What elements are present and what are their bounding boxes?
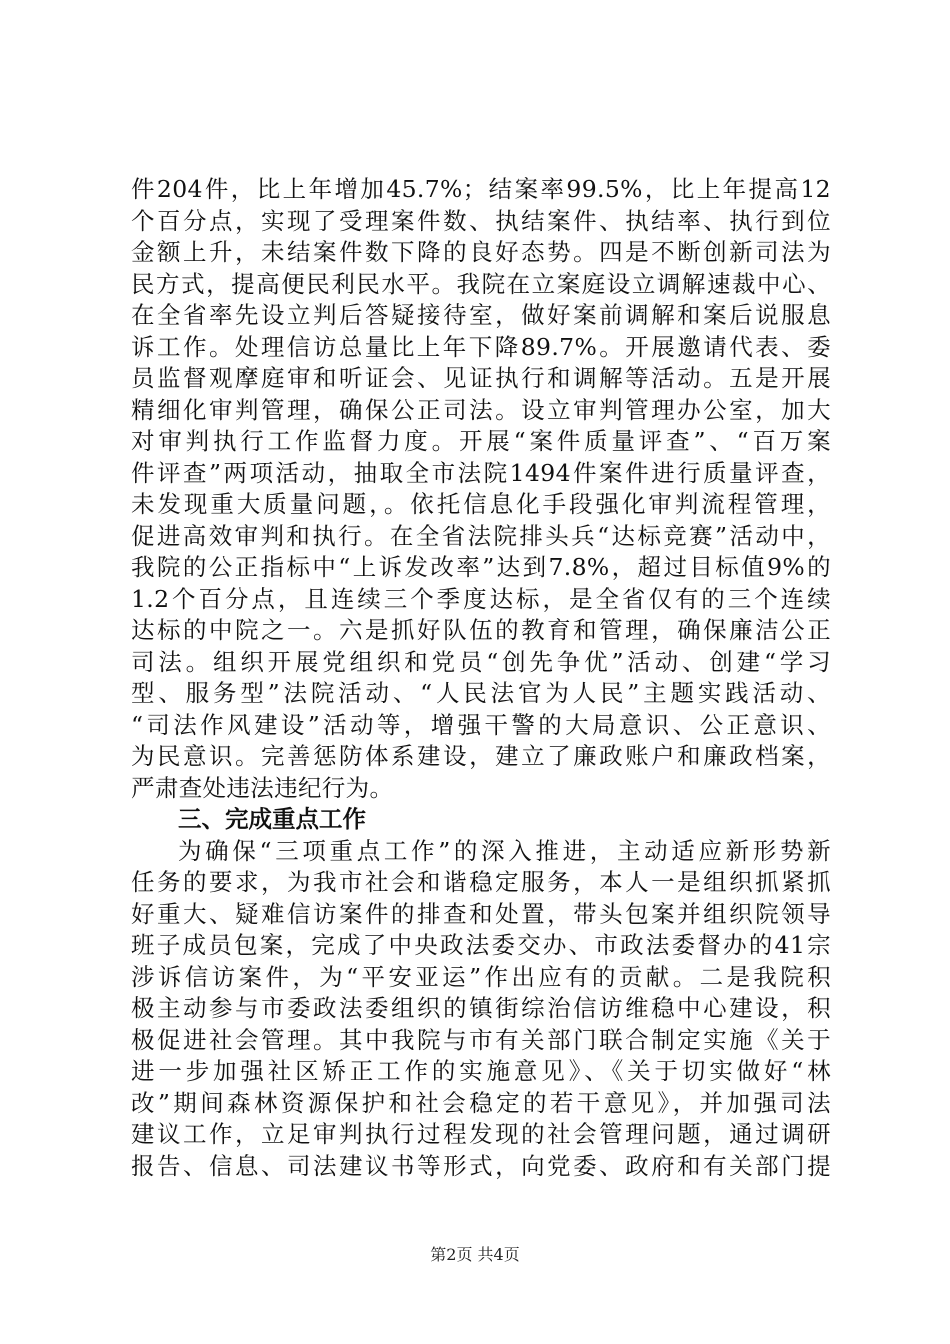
text-line: 进一步加强社区矫正工作的实施意见》、《关于切实做好“林	[131, 1057, 831, 1085]
text-line: 型、服务型”法院活动、“人民法官为人民”主题实践活动、	[131, 679, 831, 707]
text-line: 为民意识。完善惩防体系建设，建立了廉政账户和廉政档案，	[131, 742, 831, 770]
text-line: 涉诉信访案件，为“平安亚运”作出应有的贡献。二是我院积	[131, 962, 831, 991]
text-line: 班子成员包案，完成了中央政法委交办、市政法委督办的41宗	[131, 931, 831, 959]
text-line: 员监督观摩庭审和听证会、见证执行和调解等活动。五是开展	[131, 364, 831, 392]
text-line: 好重大、疑难信访案件的排查和处置，带头包案并组织院领导	[131, 899, 831, 928]
text-line: 件评查”两项活动，抽取全市法院1494件案件进行质量评查，	[131, 458, 831, 487]
paragraph-1	[131, 174, 831, 804]
section-heading: 三、完成重点工作	[178, 805, 366, 833]
document-body	[131, 174, 831, 1182]
text-line: 对审判执行工作监督力度。开展“案件质量评查”、“百万案	[131, 427, 831, 455]
text-line: 极主动参与市委政法委组织的镇街综治信访维稳中心建设，积	[131, 994, 831, 1022]
text-line: 我院的公正指标中“上诉发改率”达到7.8%，超过目标值9%的	[131, 553, 831, 581]
text-line: 诉工作。处理信访总量比上年下降89.7%。开展邀请代表、委	[131, 332, 831, 361]
text-line: 未发现重大质量问题，。依托信息化手段强化审判流程管理，	[131, 490, 831, 518]
text-line: “司法作风建设”活动等，增强干警的大局意识、公正意识、	[131, 710, 831, 739]
text-line: 在全省率先设立判后答疑接待室，做好案前调解和案后说服息	[131, 301, 831, 329]
text-line: 司法。组织开展党组织和党员“创先争优”活动、创建“学习	[131, 647, 831, 676]
text-line: 金额上升，未结案件数下降的良好态势。四是不断创新司法为	[131, 238, 831, 266]
text-line: 改”期间森林资源保护和社会稳定的若干意见》，并加强司法	[131, 1088, 831, 1117]
text-line: 为确保“三项重点工作”的深入推进，主动适应新形势新	[178, 836, 831, 865]
text-line: 民方式，提高便民利民水平。我院在立案庭设立调解速裁中心、	[131, 269, 831, 298]
text-line: 严肃查处违法违纪行为。	[131, 773, 394, 802]
text-line: 1.2个百分点，且连续三个季度达标，是全省仅有的三个连续	[131, 584, 831, 613]
page-footer: 第2页 共4页	[430, 1245, 520, 1264]
text-line: 件204件，比上年增加45.7%；结案率99.5%，比上年提高12	[131, 175, 831, 203]
text-line: 精细化审判管理，确保公正司法。设立审判管理办公室，加大	[131, 395, 831, 424]
paragraph-2	[131, 836, 831, 1183]
text-line: 极促进社会管理。其中我院与市有关部门联合制定实施《关于	[131, 1025, 831, 1054]
text-line: 建议工作，立足审判执行过程发现的社会管理问题，通过调研	[131, 1120, 831, 1148]
text-line: 报告、信息、司法建议书等形式，向党委、政府和有关部门提	[131, 1151, 831, 1180]
text-line: 促进高效审判和执行。在全省法院排头兵“达标竞赛”活动中，	[131, 521, 831, 550]
text-line: 任务的要求，为我市社会和谐稳定服务，本人一是组织抓紧抓	[131, 868, 831, 896]
text-line: 个百分点，实现了受理案件数、执结案件、执结率、执行到位	[131, 206, 831, 235]
text-line: 达标的中院之一。六是抓好队伍的教育和管理，确保廉洁公正	[131, 616, 831, 644]
